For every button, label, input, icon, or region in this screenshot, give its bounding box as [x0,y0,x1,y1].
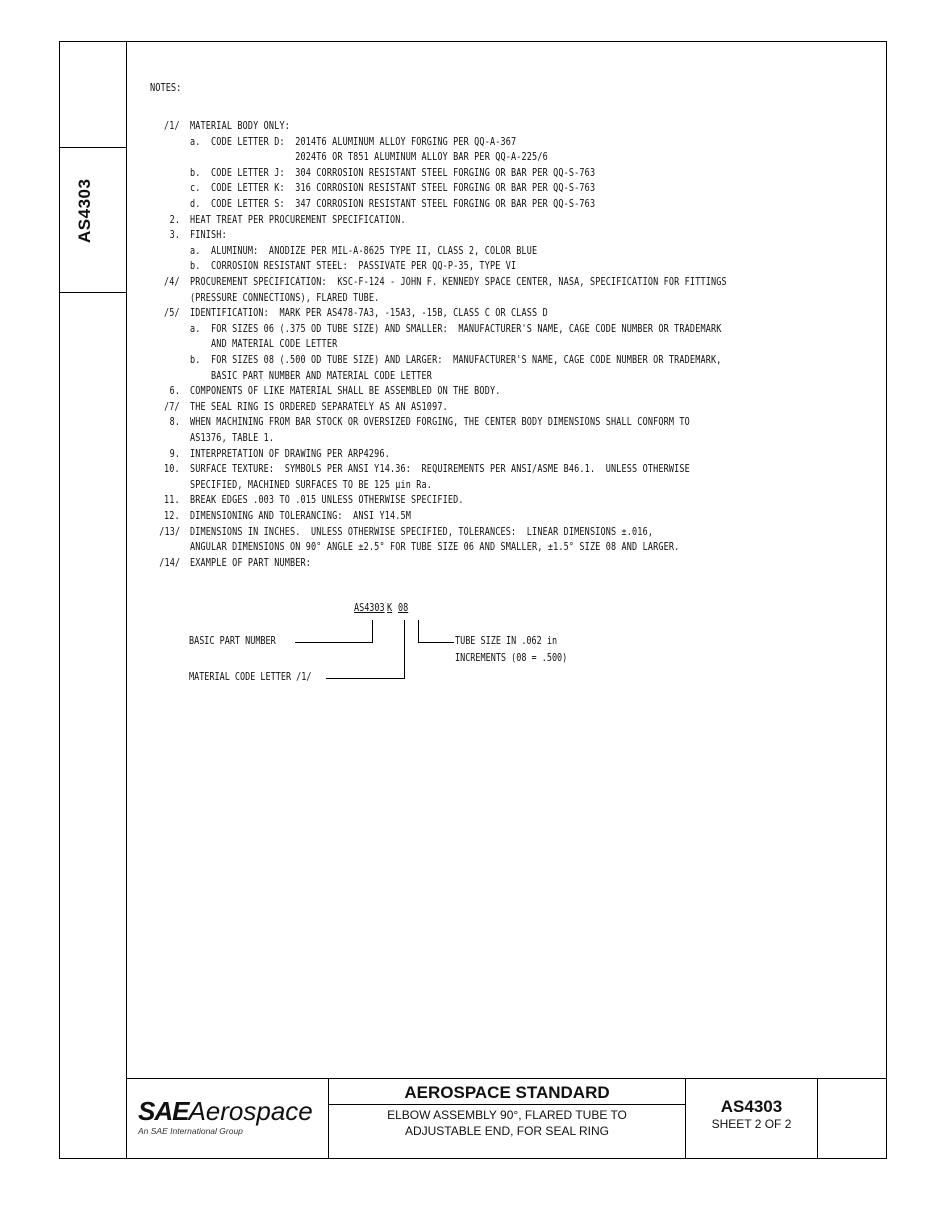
sae-logo-subtitle: An SAE International Group [138,1126,243,1136]
leader-material-vertical [404,620,405,678]
increments-label: INCREMENTS (08 = .500) [455,652,568,664]
material-code-label: MATERIAL CODE LETTER /1/ [189,671,312,683]
leader-basic-vertical [372,620,373,642]
note-line: BASIC PART NUMBER AND MATERIAL CODE LETTER [190,369,433,382]
sheet-number: SHEET 2 OF 2 [711,1117,792,1131]
note-tag: 3. [169,229,180,242]
side-doc-number: AS4303 [75,178,94,243]
leader-basic-horizontal [295,642,373,643]
note-line: AND MATERIAL CODE LETTER [190,338,338,351]
note-line: b. CODE LETTER J: 304 CORROSION RESISTANT STEEL FORGING OR BAR PER QQ-S-763 [190,166,596,179]
note-tag: /14/ [158,556,180,569]
note-line: MATERIAL BODY ONLY: [190,120,290,132]
note-line: DIMENSIONS IN INCHES. UNLESS OTHERWISE SPECIFIED, TOLERANCES: LINEAR DIMENSIONS ±.016, [190,525,654,538]
side-divider [59,147,127,148]
note-line: SPECIFIED, MACHINED SURFACES TO BE 125 μin Ra. [190,478,433,491]
note-tag: 6. [169,385,180,398]
description-line-2: ADJUSTABLE END, FOR SEAL RING [404,1124,610,1138]
note-tag: 11. [164,494,180,507]
note-tag: /1/ [164,120,180,132]
note-line: (PRESSURE CONNECTIONS), FLARED TUBE. [190,291,380,304]
note-line: THE SEAL RING IS ORDERED SEPARATELY AS AN AS1097. [190,400,448,413]
example-tube-size: 08 [398,602,409,614]
note-line: c. CODE LETTER K: 316 CORROSION RESISTANT STEEL FORGING OR BAR PER QQ-S-763 [190,182,596,195]
sae-aerospace-logo [138,1096,313,1127]
note-tag: 2. [169,213,180,226]
note-line: COMPONENTS OF LIKE MATERIAL SHALL BE ASSEMBLED ON THE BODY. [190,385,501,398]
note-line: FINISH: [190,229,227,242]
note-tag: 12. [164,510,180,522]
left-border [126,293,127,1159]
note-tag: 10. [164,463,180,476]
standard-description [329,1107,685,1139]
leader-material-horizontal [326,678,405,679]
standard-title: AEROSPACE STANDARD [404,1083,610,1102]
leader-size-horizontal [418,642,454,643]
sae-logo-word: Aerospace [188,1096,313,1126]
note-tag: 9. [169,447,180,460]
leader-size-vertical [418,620,419,642]
note-line: a. CODE LETTER D: 2014T6 ALUMINUM ALLOY FORGING PER QQ-A-367 [190,135,517,148]
example-code-letter: K [387,602,393,614]
note-tag: /4/ [164,276,180,288]
note-line: HEAT TREAT PER PROCUREMENT SPECIFICATION. [190,213,406,226]
note-line: EXAMPLE OF PART NUMBER: [190,556,312,569]
description-line-1: ELBOW ASSEMBLY 90°, FLARED TUBE TO [387,1108,627,1122]
note-line: SURFACE TEXTURE: SYMBOLS PER ANSI Y14.36: REQUIREMENTS PER ANSI/ASME B46.1. UNLESS OTHERWISE [190,463,690,476]
title-separator [329,1104,685,1105]
note-tag: /7/ [164,400,180,413]
sae-logo-mark: SAE [138,1096,189,1126]
note-line: PROCUREMENT SPECIFICATION: KSC-F-124 - JOHN F. KENNEDY SPACE CENTER, NASA, SPECIFICATION FOR FITTINGS [190,276,727,288]
notes-title: NOTES: [150,82,182,94]
note-line: DIMENSIONING AND TOLERANCING: ANSI Y14.5M [190,510,412,522]
note-line: INTERPRETATION OF DRAWING PER ARP4296. [190,447,390,460]
note-line: WHEN MACHINING FROM BAR STOCK OR OVERSIZED FORGING, THE CENTER BODY DIMENSIONS SHALL CONFORM TO [190,416,690,429]
side-revision-block [59,41,127,293]
note-line: IDENTIFICATION: MARK PER AS478-7A3, -15A3, -15B, CLASS C OR CLASS D [190,307,548,320]
note-line: d. CODE LETTER S: 347 CORROSION RESISTANT STEEL FORGING OR BAR PER QQ-S-763 [190,198,596,210]
basic-part-label: BASIC PART NUMBER [189,635,276,647]
note-line: BREAK EDGES .003 TO .015 UNLESS OTHERWISE SPECIFIED. [190,494,464,507]
note-tag: /5/ [164,307,180,320]
note-line: 2024T6 OR T851 ALUMINUM ALLOY BAR PER QQ-A-225/6 [190,151,548,164]
note-tag: 8. [169,416,180,429]
note-line: a. FOR SIZES 06 (.375 OD TUBE SIZE) AND SMALLER: MANUFACTURER'S NAME, CAGE CODE NUMBER OR TRADEMARK [190,322,722,335]
note-line: AS1376, TABLE 1. [190,432,275,444]
note-line: b. FOR SIZES 08 (.500 OD TUBE SIZE) AND LARGER: MANUFACTURER'S NAME, CAGE CODE NUMBER OR TRADEMARK, [190,354,722,366]
note-line: b. CORROSION RESISTANT STEEL: PASSIVATE PER QQ-P-35, TYPE VI [190,260,517,273]
note-line: ANGULAR DIMENSIONS ON 90° ANGLE ±2.5° FOR TUBE SIZE 06 AND SMALLER, ±1.5° SIZE 08 AND LARGER. [190,541,680,554]
tube-size-label: TUBE SIZE IN .062 in [455,635,558,647]
note-line: a. ALUMINUM: ANODIZE PER MIL-A-8625 TYPE II, CLASS 2, COLOR BLUE [190,244,538,257]
example-basic-part: AS4303 [354,602,385,614]
title-doc-number: AS4303 [720,1097,783,1116]
note-tag: /13/ [158,525,180,538]
